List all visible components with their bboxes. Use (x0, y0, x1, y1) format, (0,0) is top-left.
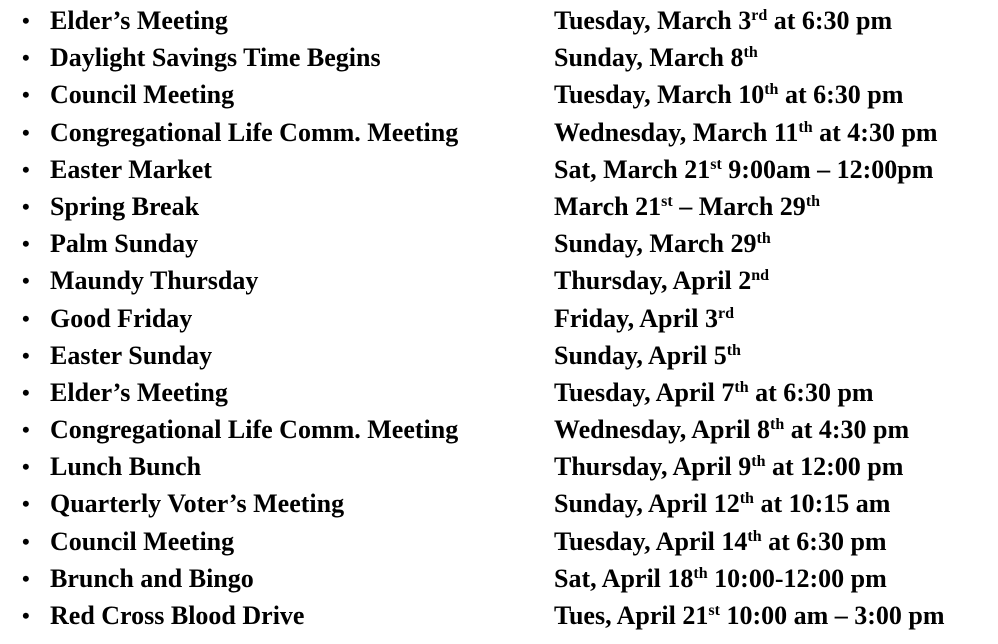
bullet-icon: • (22, 565, 30, 591)
event-row (0, 114, 998, 151)
event-date: Thursday, April 9th at 12:00 pm (554, 452, 904, 482)
event-list (0, 2, 998, 634)
bullet-icon: • (22, 8, 30, 33)
event-row (0, 225, 998, 262)
event-row (0, 560, 998, 597)
event-name: Congregational Life Comm. Meeting (50, 415, 459, 445)
event-name: Brunch and Bingo (50, 563, 254, 593)
event-date: Tuesday, March 3rd at 6:30 pm (554, 6, 893, 35)
bullet-icon: • (22, 156, 30, 182)
bullet-icon: • (22, 193, 30, 219)
event-name: Maundy Thursday (50, 266, 259, 296)
event-date: March 21st – March 29th (554, 191, 821, 221)
bullet-icon: • (22, 417, 30, 443)
bullet-icon: • (22, 491, 30, 517)
bullet-icon: • (22, 268, 30, 294)
event-row (0, 188, 998, 225)
event-date: Sunday, March 29th (554, 229, 771, 259)
event-date: Sunday, March 8th (554, 43, 758, 73)
event-date: Thursday, April 2nd (554, 266, 770, 296)
event-date: Sat, March 21st 9:00am – 12:00pm (554, 154, 934, 184)
event-row (0, 262, 998, 299)
event-name: Council Meeting (50, 526, 235, 556)
event-name: Lunch Bunch (50, 452, 202, 482)
event-row (0, 151, 998, 188)
event-row (0, 300, 998, 337)
event-row (0, 597, 998, 634)
bullet-icon: • (22, 45, 30, 71)
event-date: Sat, April 18th 10:00-12:00 pm (554, 563, 887, 593)
event-date: Sunday, April 5th (554, 340, 741, 370)
event-row (0, 39, 998, 76)
event-row (0, 523, 998, 560)
event-name: Spring Break (50, 191, 200, 221)
event-name: Elder’s Meeting (50, 377, 228, 407)
event-date: Friday, April 3rd (554, 303, 734, 333)
bullet-icon: • (22, 603, 30, 628)
event-date: Tuesday, April 7th at 6:30 pm (554, 377, 874, 407)
bullet-icon: • (22, 119, 30, 145)
event-row (0, 448, 998, 485)
event-date: Wednesday, March 11th at 4:30 pm (554, 117, 938, 147)
event-name: Good Friday (50, 303, 193, 333)
bullet-icon: • (22, 528, 30, 554)
bullet-icon: • (22, 454, 30, 480)
event-name: Easter Market (50, 154, 212, 184)
event-row (0, 76, 998, 113)
event-name: Red Cross Blood Drive (50, 601, 305, 630)
event-row (0, 374, 998, 411)
event-name: Daylight Savings Time Begins (50, 43, 381, 73)
event-name: Palm Sunday (50, 229, 199, 259)
event-row (0, 411, 998, 448)
event-date: Tuesday, March 10th at 6:30 pm (554, 80, 904, 110)
bullet-icon: • (22, 305, 30, 331)
event-row (0, 2, 998, 39)
event-date: Sunday, April 12th at 10:15 am (554, 489, 891, 519)
event-name: Elder’s Meeting (50, 6, 228, 35)
event-name: Congregational Life Comm. Meeting (50, 117, 459, 147)
event-name: Council Meeting (50, 80, 235, 110)
event-name: Easter Sunday (50, 340, 213, 370)
bullet-icon: • (22, 342, 30, 368)
event-row (0, 337, 998, 374)
event-row (0, 485, 998, 522)
event-date: Tuesday, April 14th at 6:30 pm (554, 526, 887, 556)
event-name: Quarterly Voter’s Meeting (50, 489, 345, 519)
bullet-icon: • (22, 231, 30, 257)
bullet-icon: • (22, 379, 30, 405)
event-date: Wednesday, April 8th at 4:30 pm (554, 415, 910, 445)
event-date: Tues, April 21st 10:00 am – 3:00 pm (554, 601, 945, 630)
bullet-icon: • (22, 82, 30, 108)
